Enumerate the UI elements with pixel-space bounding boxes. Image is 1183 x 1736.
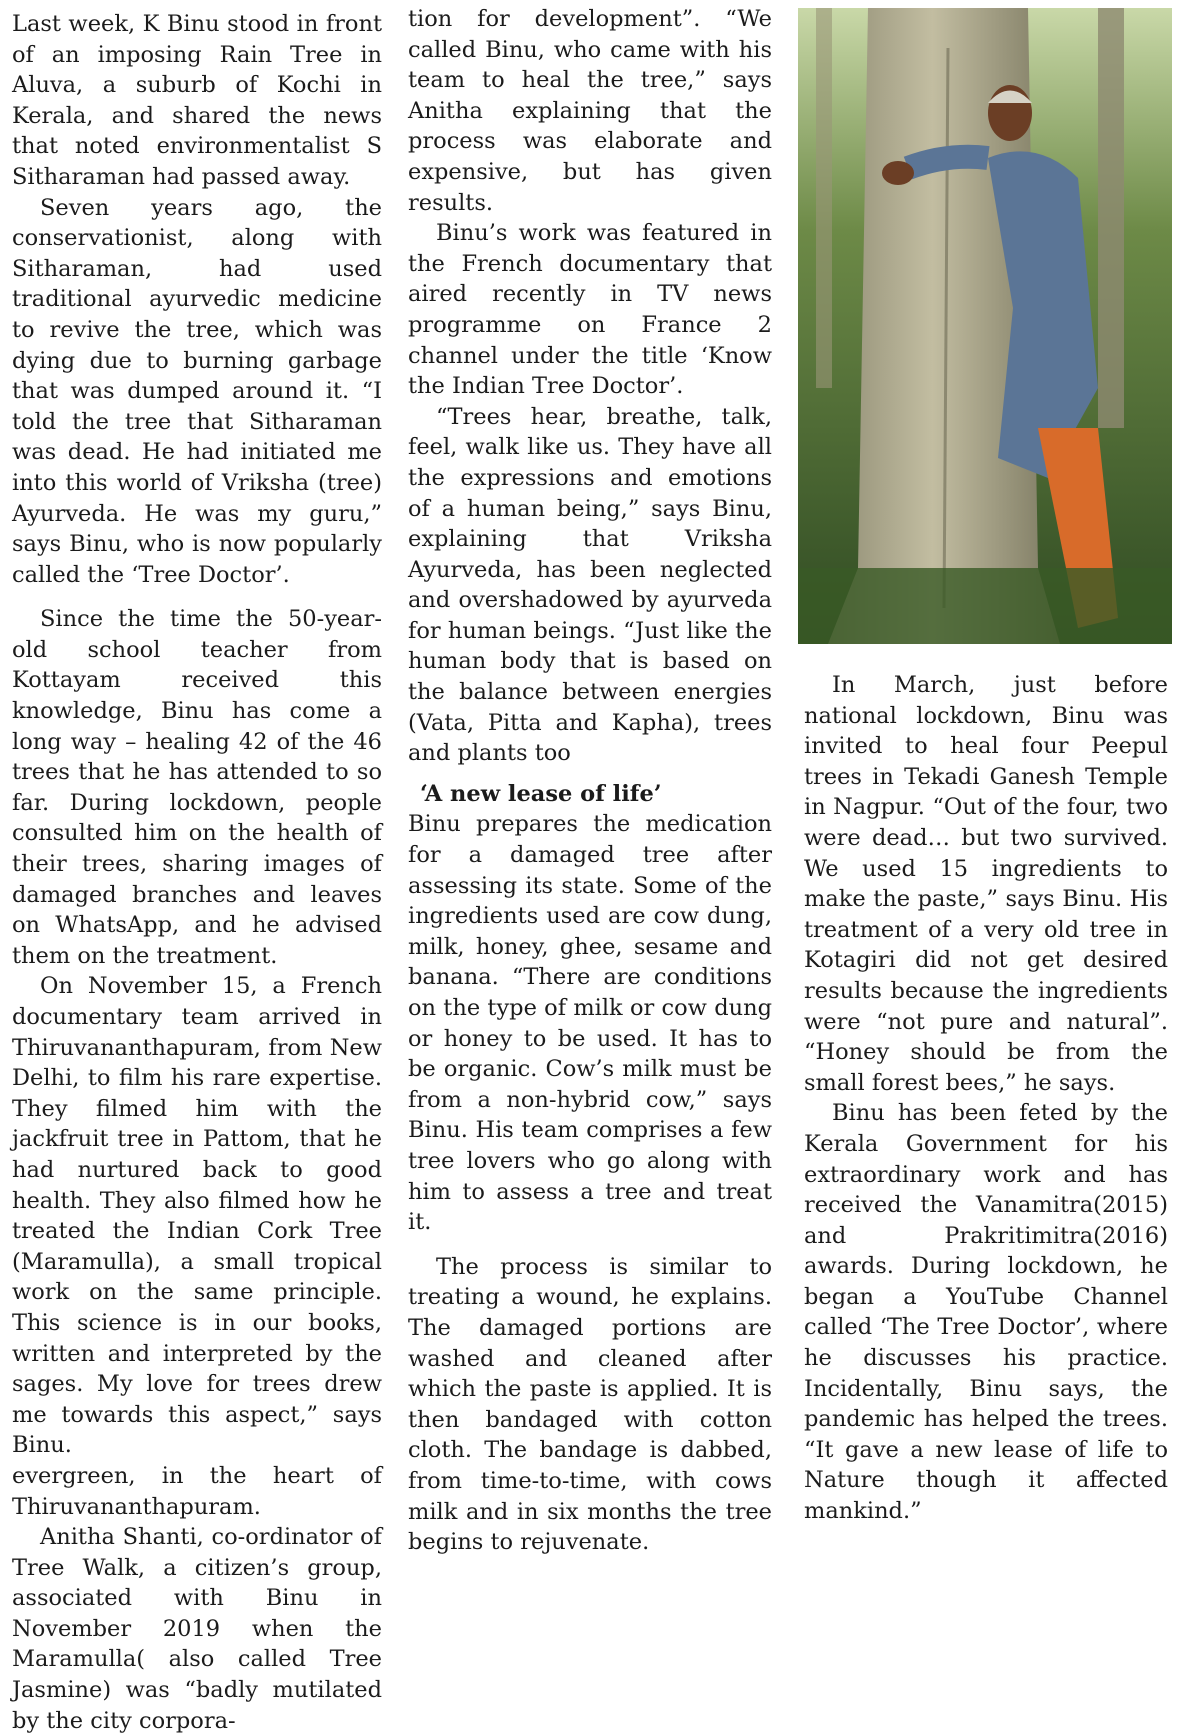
paragraph: Last week, K Binu stood in front of an imposing Rain Tree in Aluva, a suburb of Kochi in Kerala, and shared the news that noted environmentalist S Sitharaman had passed away.	[12, 11, 382, 190]
paragraph: “Trees hear, breathe, talk, feel, walk like us. They have all the expressions and emotions of a human being,” says Binu, explaining that Vriksha Ayurveda, has been neglected and overshadowed by ayurveda for human beings. “Just like the human body that is based on the balance between energies (Vata, Pitta and Kapha), trees and plants too	[408, 403, 772, 767]
tree-photo-illustration	[798, 8, 1172, 644]
paragraph: The process is similar to treating a wound, he explains. The damaged portions are washed and cleaned after which the paste is applied. It is then bandaged with cotton cloth. The bandage is dabbed, from time-to-time, with cows milk and in six months the tree begins to rejuvenate.	[408, 1253, 772, 1556]
paragraph: evergreen, in the heart of Thiruvananthapuram.	[12, 1462, 382, 1520]
article-column-2	[408, 4, 772, 1558]
paragraph: In March, just before national lockdown, Binu was invited to heal four Peepul trees in Tekadi Ganesh Temple in Nagpur. “Out of the four, two were dead… but two survived. We used 15 ingredients to make the paste,” says Binu. His treatment of a very old tree in Kotagiri did not get desired results because the ingredients were “not pure and natural”. “Honey should be from the small forest bees,” he says.	[804, 672, 1168, 1096]
section-subheading: ‘A new lease of life’	[420, 780, 662, 807]
paragraph: Binu has been feted by the Kerala Government for his extraordinary work and has received the Vanamitra(2015) and Prakritimitra(2016) awards. During lockdown, he began a YouTube Channel called ‘The Tree Doctor’, where he discusses his practice. Incidentally, Binu says, the pandemic has helped the trees. “It gave a new lease of life to Nature though it affected mankind.”	[804, 1100, 1168, 1525]
article-column-1	[12, 9, 382, 1736]
paragraph: Binu prepares the medication for a damaged tree after assessing its state. Some of the ingredients used are cow dung, milk, honey, ghee, sesame and banana. “There are conditions on the type of milk or cow dung or honey to be used. It has to be organic. Cow’s milk must be from a non-hybrid cow,” says Binu. His team comprises a few tree lovers who go along with him to assess a tree and treat it.	[408, 811, 772, 1236]
paragraph: Seven years ago, the conservationist, along with Sitharaman, had used traditional ayurvedic medicine to revive the tree, which was dying due to burning garbage that was dumped around it. “I told the tree that Sitharaman was dead. He had initiated me into this world of Vriksha (tree) Ayurveda. He was my guru,” says Binu, who is now popularly called the ‘Tree Doctor’.	[12, 194, 382, 588]
paragraph: Binu’s work was featured in the French documentary that aired recently in TV news programme on France 2 channel under the title ‘Know the Indian Tree Doctor’.	[408, 220, 772, 400]
paragraph: Since the time the 50-year-old school teacher from Kottayam received this knowledge, Binu has come a long way – healing 42 of the 46 trees that he has attended to so far. During lockdown, people consulted him on the health of their trees, sharing images of damaged branches and leaves on WhatsApp, and he advised them on the treatment.	[12, 606, 382, 969]
photo-man-hugging-tree	[798, 8, 1172, 644]
paragraph: tion for development”. “We called Binu, who came with his team to heal the tree,” says Anitha explaining that the process was elaborate and expensive, but has given results.	[408, 6, 772, 216]
paragraph: Anitha Shanti, co-ordinator of Tree Walk, a citizen’s group, associated with Binu in November 2019 when the Maramulla( also called Tree Jasmine) was “badly mutilated by the city corpora-	[12, 1524, 382, 1734]
article-column-3	[804, 670, 1168, 1527]
paragraph: On November 15, a French documentary team arrived in Thiruvananthapuram, from New Delhi, to film his rare expertise. They filmed him with the jackfruit tree in Pattom, that he had nurtured back to good health. They also filmed how he treated the Indian Cork Tree (Maramulla), a small tropical work on the same principle. This science is in our books, written and interpreted by the sages. My love for trees drew me towards this aspect,” says Binu.	[12, 973, 382, 1459]
